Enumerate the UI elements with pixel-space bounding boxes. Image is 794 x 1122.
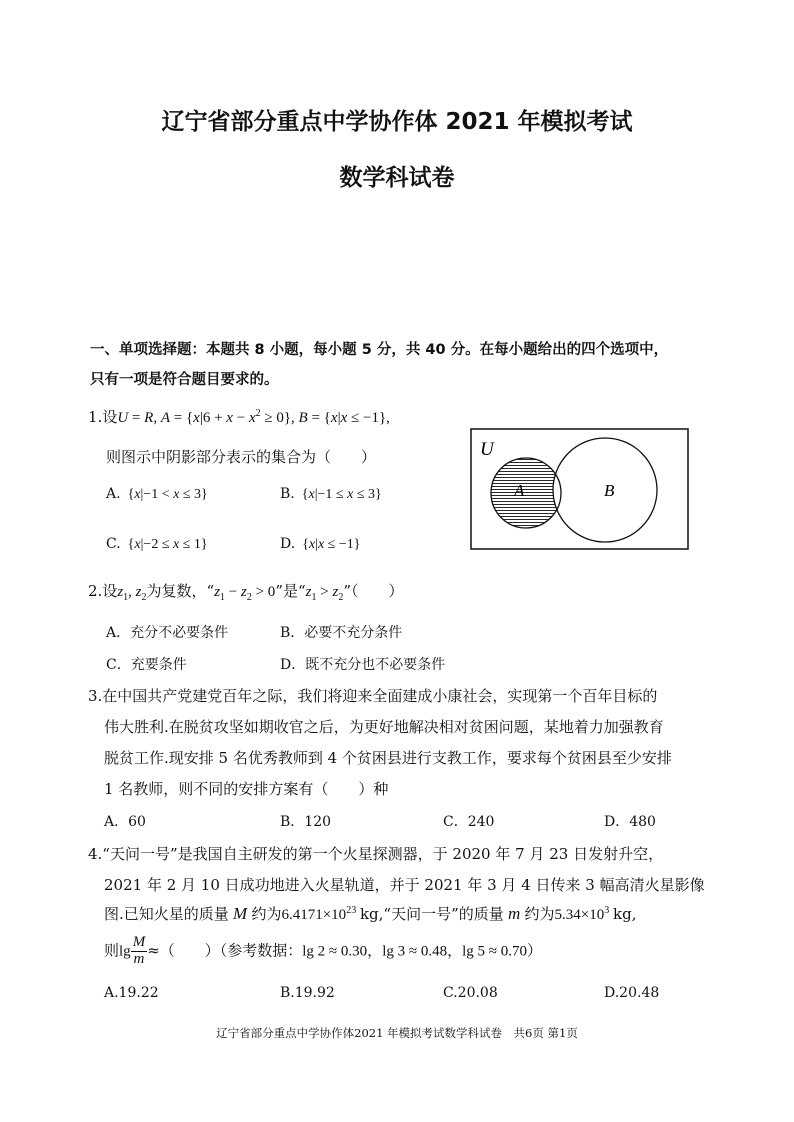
q2-stem: 2.设$z_1$, $z_2$为复数，“$z_1 - z_2 > 0$”是“$z_1$ > $z_2$”（ ）: [88, 582, 404, 603]
q3-option-a: A．60: [104, 814, 146, 830]
q4-stem-line1: 4.“天问一号”是我国自主研发的第一个火星探测器，于 2020 年 7 月 23 日发射升空，: [88, 845, 664, 863]
q4-stem-line3: 图.已知火星的质量 M 约为$6.4171\times 10^{23}$ kg,“天问一号”的质量 m 约为$5.34\times 10^3$ kg,: [104, 904, 637, 923]
q2-option-c: C．充要条件: [106, 657, 187, 673]
q3-option-b: B．120: [280, 814, 332, 830]
venn-label-u: U: [480, 439, 494, 460]
q3-option-d: D．480: [604, 814, 656, 830]
q3-stem-line2: 伟大胜利.在脱贫攻坚如期收官之后，为更好地解决相对贫困问题，某地着力加强教育: [104, 718, 664, 736]
q2-option-d: D．既不充分也不必要条件: [280, 657, 446, 673]
page-footer: 辽宁省部分重点中学协作体2021 年模拟考试数学科试卷 共6页 第1页: [216, 1026, 578, 1040]
q4-option-d: D.20.48: [604, 985, 660, 1001]
exam-title: 辽宁省部分重点中学协作体 2021 年模拟考试: [161, 109, 633, 135]
exam-subtitle: 数学科试卷: [339, 165, 455, 191]
q3-stem-line3: 脱贫工作.现安排 5 名优秀教师到 4 个贫困县进行支教工作，要求每个贫困县至少安排: [104, 749, 672, 767]
q4-option-c: C.20.08: [443, 985, 498, 1001]
q1-stem: 1.设U = R, $A = \{x|6 + x - x^2 \ge 0\}$, B = {x|x ≤ −1},: [88, 408, 390, 426]
q1-option-a: A. {x|−1 < x ≤ 3}: [106, 486, 208, 502]
venn-label-b: B: [604, 481, 615, 500]
q4-stem-line2: 2021 年 2 月 10 日成功地进入火星轨道，并于 2021 年 3 月 4 日传来 3 幅高清火星影像: [104, 876, 705, 894]
q2-option-a: A．充分不必要条件: [106, 625, 229, 641]
q4-option-a: A.19.22: [104, 985, 159, 1001]
venn-diagram: [470, 428, 690, 552]
q2-option-b: B．必要不充分条件: [280, 625, 403, 641]
q4-stem-line4: 则lg $\frac{M}{m}$ ≈（ ）（参考数据：lg 2 ≈ 0.30，lg 3 ≈ 0.48，lg 5 ≈ 0.70）: [104, 934, 543, 967]
section-heading-line2: 只有一项是符合题目要求的。: [90, 372, 279, 388]
section-heading-line1: 一、单项选择题：本题共 8 小题，每小题 5 分，共 40 分。在每小题给出的四个选项中，: [90, 342, 669, 358]
q3-stem-line4: 1 名教师，则不同的安排方案有（ ）种: [104, 780, 389, 798]
q1-option-c: C. {x|−2 ≤ x ≤ 1}: [106, 536, 208, 552]
q3-option-c: C．240: [443, 814, 495, 830]
q4-option-b: B.19.92: [280, 985, 335, 1001]
q1-stem-line2: 则图示中阴影部分表示的集合为（ ）: [106, 448, 377, 466]
q1-option-d: D. {x|x ≤ −1}: [280, 536, 361, 552]
q3-stem-line1: 3.在中国共产党建党百年之际，我们将迎来全面建成小康社会，实现第一个百年目标的: [88, 687, 658, 705]
venn-label-a: A: [514, 481, 525, 500]
q1-option-b: B. {x|−1 ≤ x ≤ 3}: [280, 486, 382, 502]
